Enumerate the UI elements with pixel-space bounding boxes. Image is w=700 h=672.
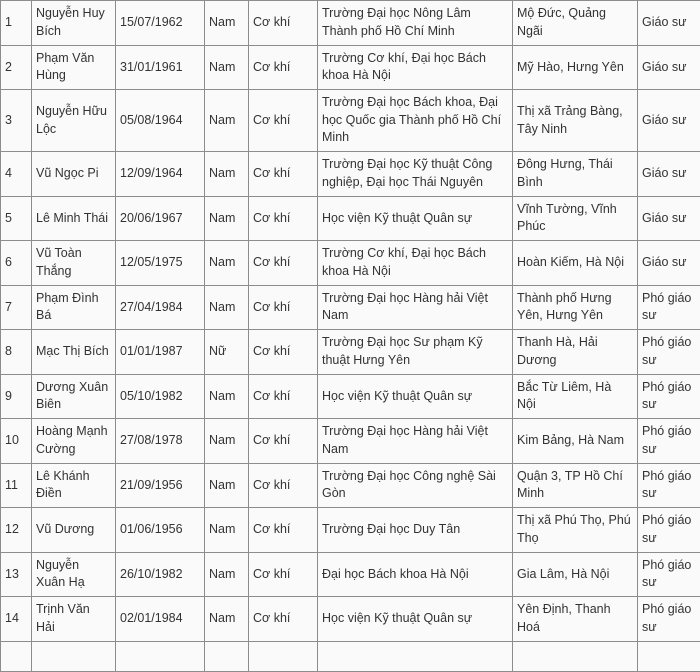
cell-title: Giáo sư [638,45,700,90]
cell-workplace: Trường Đại học Công nghệ Sài Gòn [318,463,513,508]
cell-dob: 27/08/1978 [116,419,205,464]
cell-gender: Nam [205,90,249,152]
cell-workplace: Trường Đại học Duy Tân [318,508,513,553]
cell-dob: 31/01/1961 [116,45,205,90]
cell-title: Giáo sư [638,90,700,152]
cell-title: Phó giáo sư [638,463,700,508]
cell-workplace: Học viện Kỹ thuật Quân sự [318,196,513,241]
cell-name: Nguyễn Xuân Hạ [32,552,116,597]
cell-stt: 4 [1,152,32,197]
cell-stt: 8 [1,330,32,375]
cell-workplace: Trường Đại học Hàng hải Việt Nam [318,419,513,464]
cell-hometown: Gia Lâm, Hà Nội [513,552,638,597]
cell-hometown: Mộ Đức, Quảng Ngãi [513,1,638,46]
cell-field: Cơ khí [249,330,318,375]
cell-hometown: Thị xã Phú Thọ, Phú Thọ [513,508,638,553]
cell-empty [205,641,249,671]
cell-hometown: Bắc Từ Liêm, Hà Nội [513,374,638,419]
cell-gender: Nam [205,196,249,241]
cell-stt: 14 [1,597,32,642]
table-row [1,641,700,671]
table-row [1,419,700,464]
cell-title: Giáo sư [638,196,700,241]
cell-workplace: Trường Đại học Sư phạm Kỹ thuật Hưng Yên [318,330,513,375]
cell-name: Phạm Đình Bá [32,285,116,330]
cell-name: Vũ Ngọc Pi [32,152,116,197]
table-row [1,374,700,419]
cell-gender: Nam [205,374,249,419]
cell-stt: 2 [1,45,32,90]
cell-dob: 12/09/1964 [116,152,205,197]
cell-hometown: Yên Định, Thanh Hoá [513,597,638,642]
cell-empty [1,641,32,671]
cell-field: Cơ khí [249,90,318,152]
cell-name: Vũ Toàn Thắng [32,241,116,286]
cell-stt: 11 [1,463,32,508]
cell-gender: Nam [205,241,249,286]
cell-dob: 21/09/1956 [116,463,205,508]
cell-workplace: Trường Đại học Bách khoa, Đại học Quốc gia Thành phố Hồ Chí Minh [318,90,513,152]
cell-empty [513,641,638,671]
cell-gender: Nữ [205,330,249,375]
cell-dob: 05/10/1982 [116,374,205,419]
cell-empty [318,641,513,671]
cell-empty [116,641,205,671]
cell-field: Cơ khí [249,463,318,508]
cell-title: Phó giáo sư [638,597,700,642]
cell-field: Cơ khí [249,374,318,419]
table-row [1,152,700,197]
cell-workplace: Trường Cơ khí, Đại học Bách khoa Hà Nội [318,45,513,90]
cell-title: Giáo sư [638,152,700,197]
table-row [1,463,700,508]
table-row [1,330,700,375]
cell-gender: Nam [205,552,249,597]
cell-name: Lê Minh Thái [32,196,116,241]
cell-field: Cơ khí [249,597,318,642]
cell-stt: 6 [1,241,32,286]
table-row [1,597,700,642]
cell-gender: Nam [205,1,249,46]
cell-stt: 7 [1,285,32,330]
cell-hometown: Kim Bảng, Hà Nam [513,419,638,464]
cell-name: Dương Xuân Biên [32,374,116,419]
cell-gender: Nam [205,419,249,464]
table-body [1,1,700,672]
cell-name: Trịnh Văn Hải [32,597,116,642]
cell-gender: Nam [205,152,249,197]
cell-workplace: Đại học Bách khoa Hà Nội [318,552,513,597]
cell-title: Phó giáo sư [638,374,700,419]
cell-stt: 9 [1,374,32,419]
cell-gender: Nam [205,463,249,508]
cell-name: Lê Khánh Điền [32,463,116,508]
cell-hometown: Thanh Hà, Hải Dương [513,330,638,375]
cell-empty [638,641,700,671]
table-row [1,552,700,597]
cell-workplace: Học viện Kỹ thuật Quân sự [318,597,513,642]
cell-hometown: Thành phố Hưng Yên, Hưng Yên [513,285,638,330]
cell-dob: 26/10/1982 [116,552,205,597]
cell-field: Cơ khí [249,1,318,46]
cell-workplace: Học viện Kỹ thuật Quân sự [318,374,513,419]
cell-title: Giáo sư [638,241,700,286]
cell-dob: 20/06/1967 [116,196,205,241]
cell-name: Hoàng Mạnh Cường [32,419,116,464]
cell-empty [249,641,318,671]
cell-gender: Nam [205,508,249,553]
table-row [1,45,700,90]
cell-hometown: Đông Hưng, Thái Bình [513,152,638,197]
cell-name: Vũ Dương [32,508,116,553]
cell-dob: 15/07/1962 [116,1,205,46]
cell-title: Phó giáo sư [638,285,700,330]
cell-name: Nguyễn Huy Bích [32,1,116,46]
table-row [1,508,700,553]
cell-gender: Nam [205,597,249,642]
cell-field: Cơ khí [249,419,318,464]
cell-dob: 01/06/1956 [116,508,205,553]
table-row [1,1,700,46]
cell-field: Cơ khí [249,45,318,90]
cell-stt: 1 [1,1,32,46]
cell-workplace: Trường Đại học Kỹ thuật Công nghiệp, Đại học Thái Nguyên [318,152,513,197]
cell-field: Cơ khí [249,552,318,597]
cell-workplace: Trường Đại học Hàng hải Việt Nam [318,285,513,330]
cell-stt: 12 [1,508,32,553]
cell-name: Nguyễn Hữu Lộc [32,90,116,152]
table-row [1,241,700,286]
cell-field: Cơ khí [249,508,318,553]
cell-workplace: Trường Đại học Nông Lâm Thành phố Hồ Chí Minh [318,1,513,46]
cell-dob: 05/08/1964 [116,90,205,152]
cell-title: Giáo sư [638,1,700,46]
cell-workplace: Trường Cơ khí, Đại học Bách khoa Hà Nội [318,241,513,286]
cell-stt: 3 [1,90,32,152]
cell-dob: 02/01/1984 [116,597,205,642]
cell-hometown: Mỹ Hào, Hưng Yên [513,45,638,90]
cell-title: Phó giáo sư [638,419,700,464]
cell-field: Cơ khí [249,152,318,197]
cell-field: Cơ khí [249,285,318,330]
cell-title: Phó giáo sư [638,552,700,597]
cell-hometown: Thị xã Trảng Bàng, Tây Ninh [513,90,638,152]
cell-hometown: Vĩnh Tường, Vĩnh Phúc [513,196,638,241]
cell-field: Cơ khí [249,196,318,241]
cell-empty [32,641,116,671]
cell-stt: 5 [1,196,32,241]
cell-hometown: Quận 3, TP Hồ Chí Minh [513,463,638,508]
cell-gender: Nam [205,285,249,330]
cell-name: Phạm Văn Hùng [32,45,116,90]
cell-hometown: Hoàn Kiếm, Hà Nội [513,241,638,286]
cell-gender: Nam [205,45,249,90]
cell-title: Phó giáo sư [638,330,700,375]
cell-title: Phó giáo sư [638,508,700,553]
table-row [1,285,700,330]
cell-dob: 27/04/1984 [116,285,205,330]
cell-dob: 12/05/1975 [116,241,205,286]
cell-name: Mạc Thị Bích [32,330,116,375]
cell-stt: 10 [1,419,32,464]
cell-dob: 01/01/1987 [116,330,205,375]
table-row [1,196,700,241]
cell-stt: 13 [1,552,32,597]
table-row [1,90,700,152]
cell-field: Cơ khí [249,241,318,286]
